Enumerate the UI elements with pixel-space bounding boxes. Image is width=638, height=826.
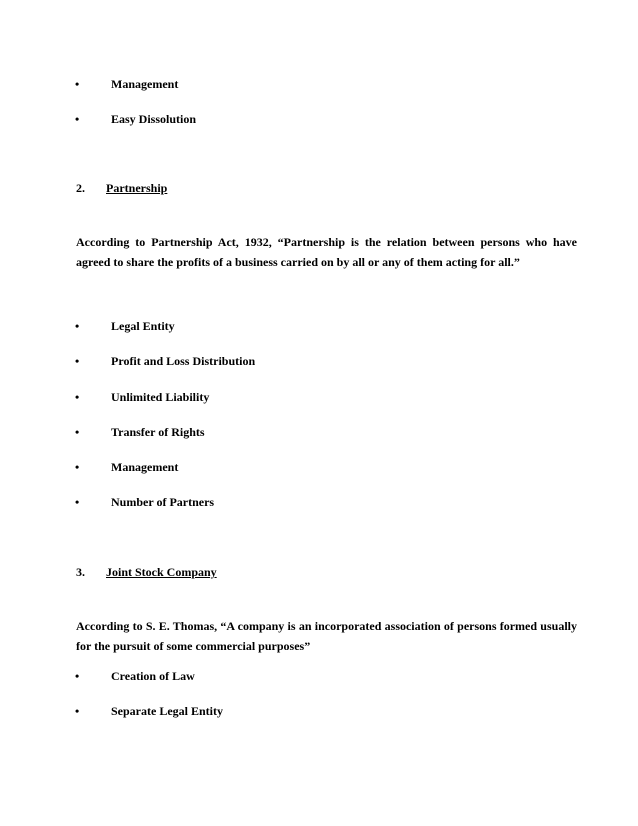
bullet-icon: •: [75, 112, 80, 126]
list-item-text: Creation of Law: [111, 669, 195, 683]
partnership-definition: According to Partnership Act, 1932, “Partnership is the relation between persons who have agreed to share the profits of a business carried on by all or any of them acting for all.”: [76, 235, 577, 269]
section-title: Partnership: [106, 181, 168, 195]
list-item-text: Unlimited Liability: [111, 390, 210, 404]
list-item-text: Separate Legal Entity: [111, 704, 223, 718]
bullet-icon: •: [75, 669, 80, 683]
list-item-text: Easy Dissolution: [111, 112, 197, 126]
bullet-icon: •: [75, 319, 80, 333]
list-item-text: Profit and Loss Distribution: [111, 354, 256, 368]
bullet-icon: •: [75, 354, 80, 368]
section-title: Joint Stock Company: [106, 565, 217, 579]
bullet-icon: •: [75, 425, 80, 439]
bullet-icon: •: [75, 77, 80, 91]
joint-stock-definition: According to S. E. Thomas, “A company is an incorporated association of persons formed usually for the pursuit of some commercial purposes”: [76, 619, 577, 653]
bullet-icon: •: [75, 495, 80, 509]
bullet-icon: •: [75, 460, 80, 474]
section-number: 3.: [76, 565, 85, 579]
bullet-icon: •: [75, 390, 80, 404]
section-number: 2.: [76, 181, 85, 195]
list-item-text: Management: [111, 77, 179, 91]
list-item-text: Transfer of Rights: [111, 425, 205, 439]
list-item-text: Number of Partners: [111, 495, 215, 509]
list-item-text: Management: [111, 460, 179, 474]
bullet-icon: •: [75, 704, 80, 718]
list-item-text: Legal Entity: [111, 319, 175, 333]
